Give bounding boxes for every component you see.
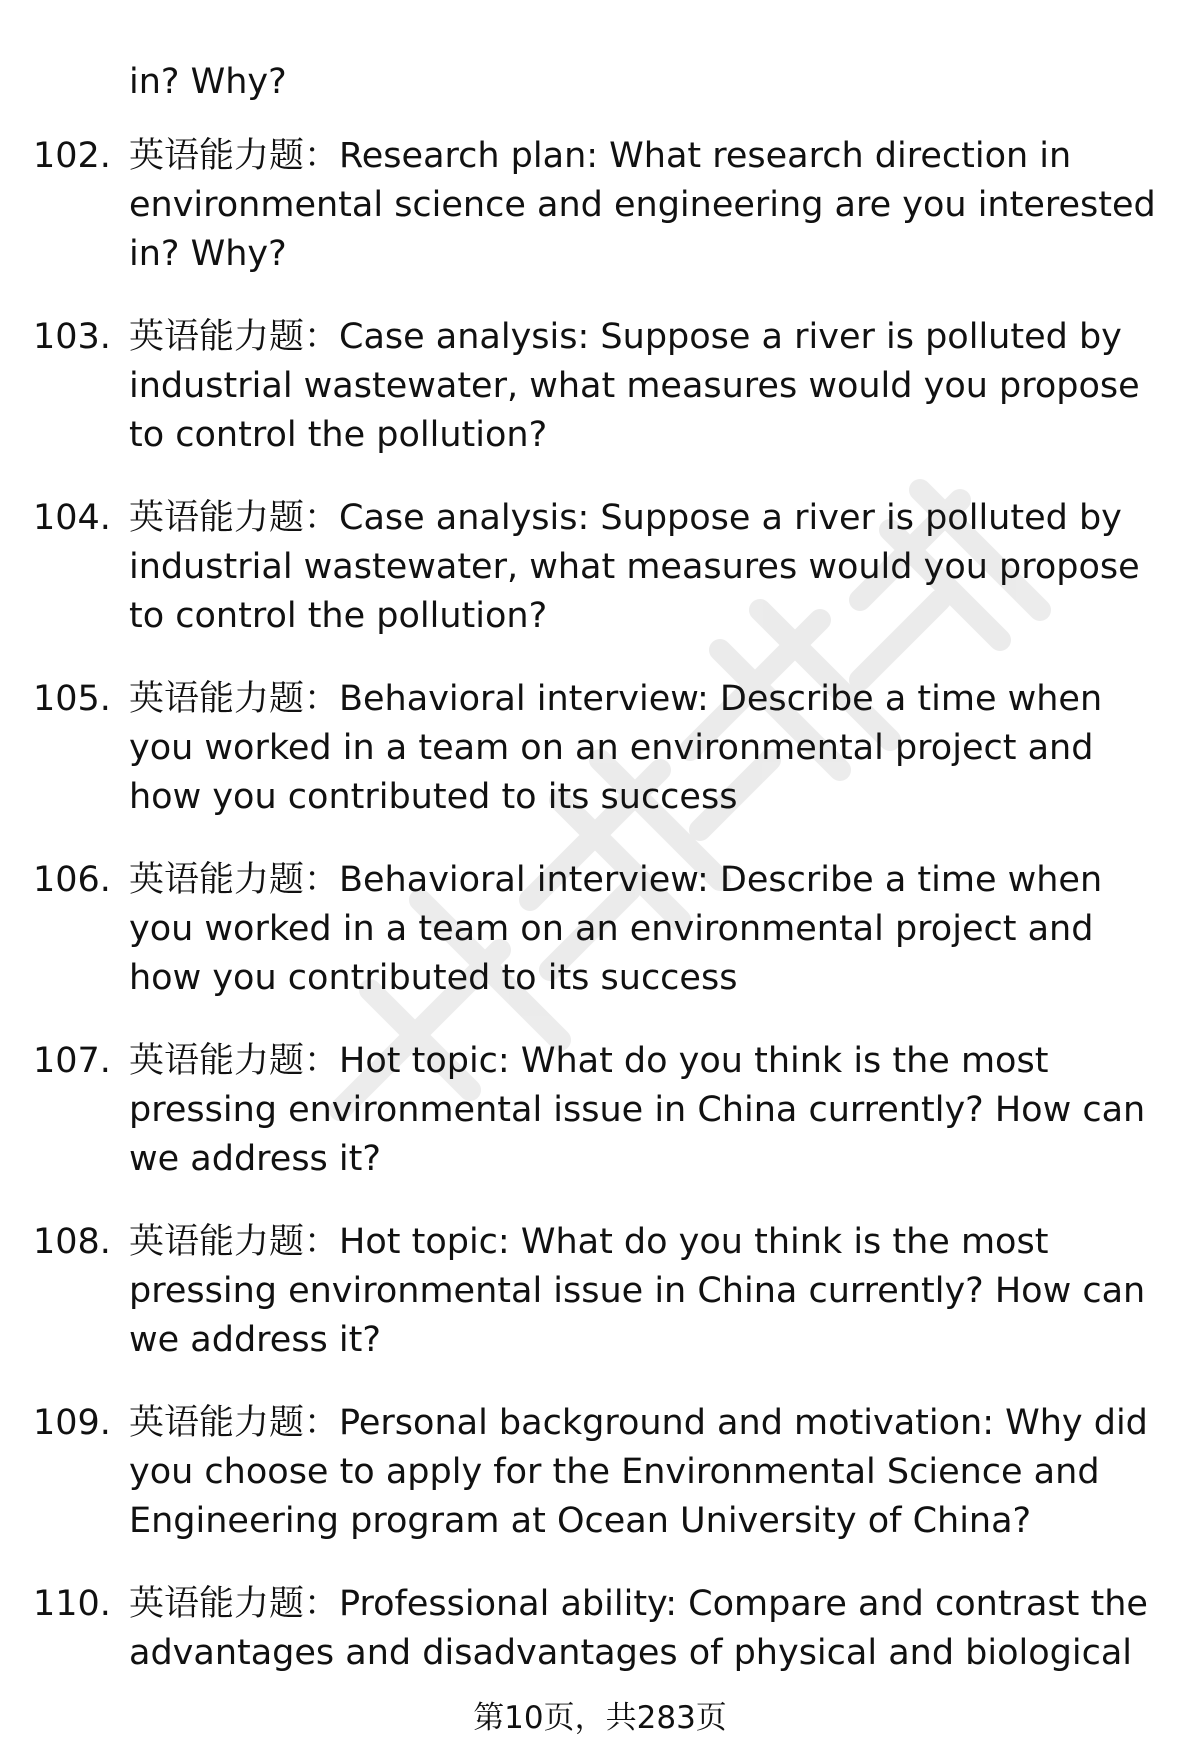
question-number: 108. [33, 1222, 111, 1262]
question-number: 104. [33, 498, 111, 538]
question-line: how you contributed to its success [129, 958, 738, 998]
question-line: how you contributed to its success [129, 777, 738, 817]
question-line: industrial wastewater, what measures would you propose [129, 547, 1140, 587]
question-line: Case analysis: Suppose a river is polluted by [339, 317, 1122, 357]
question-tag: 英语能力题： [129, 1222, 340, 1262]
question-text [129, 132, 1169, 279]
question-number: 102. [33, 136, 111, 176]
question-text [129, 313, 1169, 460]
question-line: Personal background and motivation: Why did [339, 1403, 1148, 1443]
question-line: we address it? [129, 1139, 381, 1179]
question-text [129, 856, 1169, 1003]
question-line: to control the pollution? [129, 596, 548, 636]
question-line: you worked in a team on an environmental project and [129, 728, 1094, 768]
question-line: you choose to apply for the Environmental Science and [129, 1452, 1100, 1492]
question-text [129, 1580, 1169, 1678]
question-number: 107. [33, 1041, 111, 1081]
question-line: Engineering program at Ocean University of China? [129, 1501, 1032, 1541]
question-line: advantages and disadvantages of physical and biological [129, 1633, 1133, 1673]
question-tag: 英语能力题： [129, 136, 340, 176]
question-line: Hot topic: What do you think is the most [339, 1222, 1049, 1262]
continuation-line: in? Why? [129, 62, 287, 102]
question-line: industrial wastewater, what measures would you propose [129, 366, 1140, 406]
question-text [129, 675, 1169, 822]
question-line: to control the pollution? [129, 415, 548, 455]
question-text [129, 1218, 1169, 1365]
page-footer: 第10页，共283页 [473, 1700, 727, 1736]
question-number: 105. [33, 679, 111, 719]
question-line: Behavioral interview: Describe a time when [339, 679, 1103, 719]
question-line: pressing environmental issue in China currently? How can [129, 1090, 1146, 1130]
question-text [129, 1399, 1169, 1546]
question-number: 106. [33, 860, 111, 900]
question-text [129, 1037, 1169, 1184]
question-line: pressing environmental issue in China currently? How can [129, 1271, 1146, 1311]
question-tag: 英语能力题： [129, 1584, 340, 1624]
question-line: Professional ability: Compare and contrast the [339, 1584, 1148, 1624]
question-line: environmental science and engineering are you interested [129, 185, 1156, 225]
question-line: we address it? [129, 1320, 381, 1360]
question-line: Hot topic: What do you think is the most [339, 1041, 1049, 1081]
question-number: 109. [33, 1403, 111, 1443]
question-line: Research plan: What research direction in [339, 136, 1072, 176]
question-tag: 英语能力题： [129, 1403, 340, 1443]
question-tag: 英语能力题： [129, 1041, 340, 1081]
question-number: 103. [33, 317, 111, 357]
question-tag: 英语能力题： [129, 317, 340, 357]
question-number: 110. [33, 1584, 111, 1624]
question-tag: 英语能力题： [129, 679, 340, 719]
question-line: Behavioral interview: Describe a time when [339, 860, 1103, 900]
question-text [129, 494, 1169, 641]
question-tag: 英语能力题： [129, 498, 340, 538]
question-line: you worked in a team on an environmental project and [129, 909, 1094, 949]
question-line: Case analysis: Suppose a river is polluted by [339, 498, 1122, 538]
question-tag: 英语能力题： [129, 860, 340, 900]
question-line: in? Why? [129, 234, 287, 274]
